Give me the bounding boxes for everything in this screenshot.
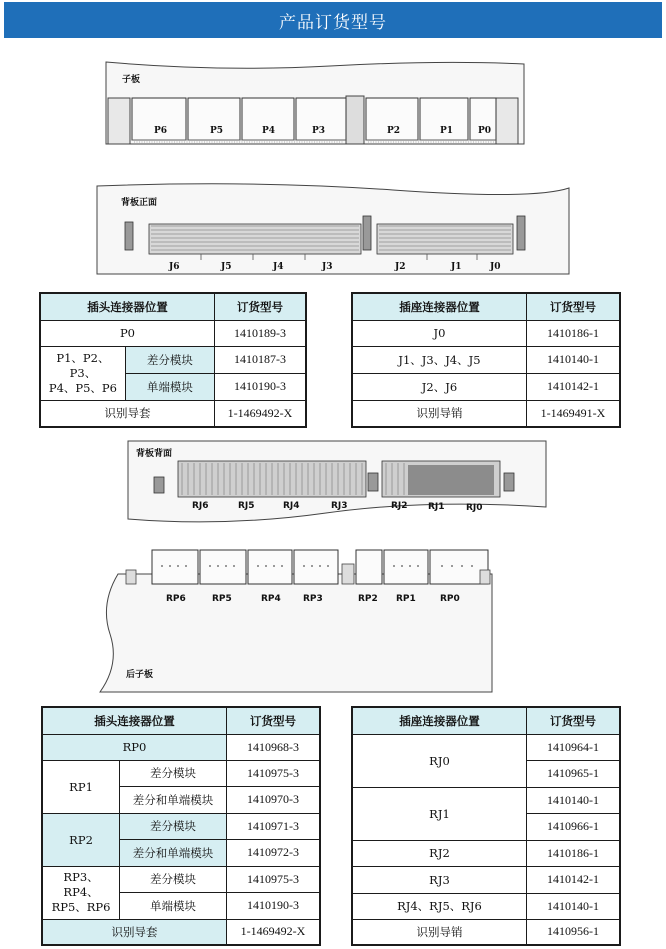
table-cell: 1410972-3: [226, 839, 320, 866]
connector-label: P0: [478, 126, 492, 136]
table-cell: 1410975-3: [226, 760, 320, 786]
table-cell: 1-1469491-X: [526, 400, 620, 427]
connector-label: RP1: [396, 594, 416, 604]
table-cell: 1410140-1: [526, 787, 620, 813]
table-cell: 差分和单端模块: [120, 839, 227, 866]
table-cell: 1410142-1: [526, 373, 620, 400]
table-cell: 1410970-3: [226, 786, 320, 813]
board-label: 背板正面: [121, 198, 158, 208]
connector-label: RP0: [440, 594, 460, 604]
table-cell: 识别导套: [40, 400, 214, 427]
connector-label: P4: [262, 126, 276, 136]
table-cell: 单端模块: [125, 373, 214, 400]
table-cell: RJ3: [352, 866, 526, 893]
connector-label: J3: [322, 262, 333, 272]
table-cell: 1410190-3: [214, 373, 306, 400]
connector-label: P3: [312, 126, 326, 136]
connector-label: RP5: [212, 594, 232, 604]
table-cell: 识别导销: [352, 919, 526, 945]
table-cell: 1410966-1: [526, 813, 620, 840]
table-cell: J1、J3、J4、J5: [352, 346, 526, 373]
connector-label: P2: [387, 126, 401, 136]
table-cell: 1-1469492-X: [214, 400, 306, 427]
table-cell: J0: [352, 320, 526, 346]
table-cell: 1410956-1: [526, 919, 620, 945]
rear-daughter-board-illustration: [96, 544, 506, 696]
table-cell: 识别导销: [352, 400, 526, 427]
table-cell: P0: [40, 320, 214, 346]
table-header: 插头连接器位置: [40, 293, 214, 320]
table-cell: [42, 866, 120, 919]
table-cell: 1410186-1: [526, 840, 620, 866]
table-cell: 差分模块: [120, 813, 227, 839]
connector-label: RP3: [303, 594, 323, 604]
connector-label: RJ4: [283, 501, 300, 511]
connector-label: J2: [395, 262, 406, 272]
rear-plug-connector-table: [41, 706, 321, 946]
table-cell: RJ1: [352, 787, 526, 840]
table-header: 插座连接器位置: [352, 707, 526, 734]
table-cell: 1410187-3: [214, 346, 306, 373]
table-cell: RJ2: [352, 840, 526, 866]
table-cell: 1410968-3: [226, 734, 320, 760]
table-cell: 1410189-3: [214, 320, 306, 346]
table-header: 插头连接器位置: [42, 707, 226, 734]
table-cell: 差分模块: [120, 866, 227, 892]
table-cell: 1410964-1: [526, 734, 620, 760]
connector-label: RP2: [358, 594, 378, 604]
rear-socket-connector-table: [351, 706, 621, 946]
board-label: 背板背面: [136, 449, 173, 459]
connector-label: J4: [273, 262, 284, 272]
connector-label: RJ1: [428, 502, 445, 512]
backplane-rear-illustration: [126, 437, 550, 529]
table-header: 订货型号: [214, 293, 306, 320]
table-cell: 差分模块: [125, 346, 214, 373]
connector-label: RP6: [166, 594, 186, 604]
table-cell: [40, 346, 125, 400]
table-cell: 差分模块: [120, 760, 227, 786]
connector-label: RJ5: [238, 501, 255, 511]
socket-connector-table: [351, 292, 621, 428]
table-cell: RJ0: [352, 734, 526, 787]
table-cell: 1410190-3: [226, 892, 320, 919]
table-header: 订货型号: [226, 707, 320, 734]
table-header: 订货型号: [526, 293, 620, 320]
table-cell-line: RP3、RP4、: [63, 870, 99, 899]
connector-label: RJ6: [192, 501, 209, 511]
board-label: 子板: [122, 75, 141, 85]
connector-label: J5: [221, 262, 232, 272]
daughter-board-illustration: [100, 58, 530, 150]
table-cell-line: RP5、RP6: [51, 900, 111, 914]
connector-label: RP4: [261, 594, 281, 604]
connector-label: RJ0: [466, 503, 483, 513]
connector-label: P5: [210, 126, 224, 136]
connector-label: P6: [154, 126, 168, 136]
table-cell: RP0: [42, 734, 226, 760]
table-cell: 1410142-1: [526, 866, 620, 893]
table-cell: J2、J6: [352, 373, 526, 400]
table-cell: 识别导套: [42, 919, 226, 945]
board-label: 后子板: [126, 670, 154, 680]
table-cell: 差分和单端模块: [120, 786, 227, 813]
table-cell-line: P1、P2、P3、: [56, 350, 110, 380]
connector-label: J0: [490, 262, 501, 272]
connector-label: J6: [169, 262, 180, 272]
page-title: 产品订货型号: [279, 12, 387, 33]
table-cell: RP1: [42, 760, 120, 813]
plug-connector-table: [39, 292, 307, 428]
table-cell: RJ4、RJ5、RJ6: [352, 893, 526, 919]
table-header: 订货型号: [526, 707, 620, 734]
table-cell: 1410965-1: [526, 760, 620, 787]
table-cell: 1410140-1: [526, 893, 620, 919]
table-cell: 1410975-3: [226, 866, 320, 892]
table-cell: 1-1469492-X: [226, 919, 320, 945]
backplane-front-illustration: [93, 180, 573, 280]
table-header: 插座连接器位置: [352, 293, 526, 320]
connector-label: P1: [440, 126, 454, 136]
table-cell: 单端模块: [120, 892, 227, 919]
connector-label: RJ2: [391, 501, 408, 511]
table-cell: 1410971-3: [226, 813, 320, 839]
table-cell-line: P4、P5、P6: [48, 380, 117, 395]
connector-label: RJ3: [331, 501, 348, 511]
connector-label: J1: [451, 262, 462, 272]
table-cell: 1410140-1: [526, 346, 620, 373]
table-cell: 1410186-1: [526, 320, 620, 346]
table-cell: RP2: [42, 813, 120, 866]
page-title-banner: [4, 2, 662, 38]
